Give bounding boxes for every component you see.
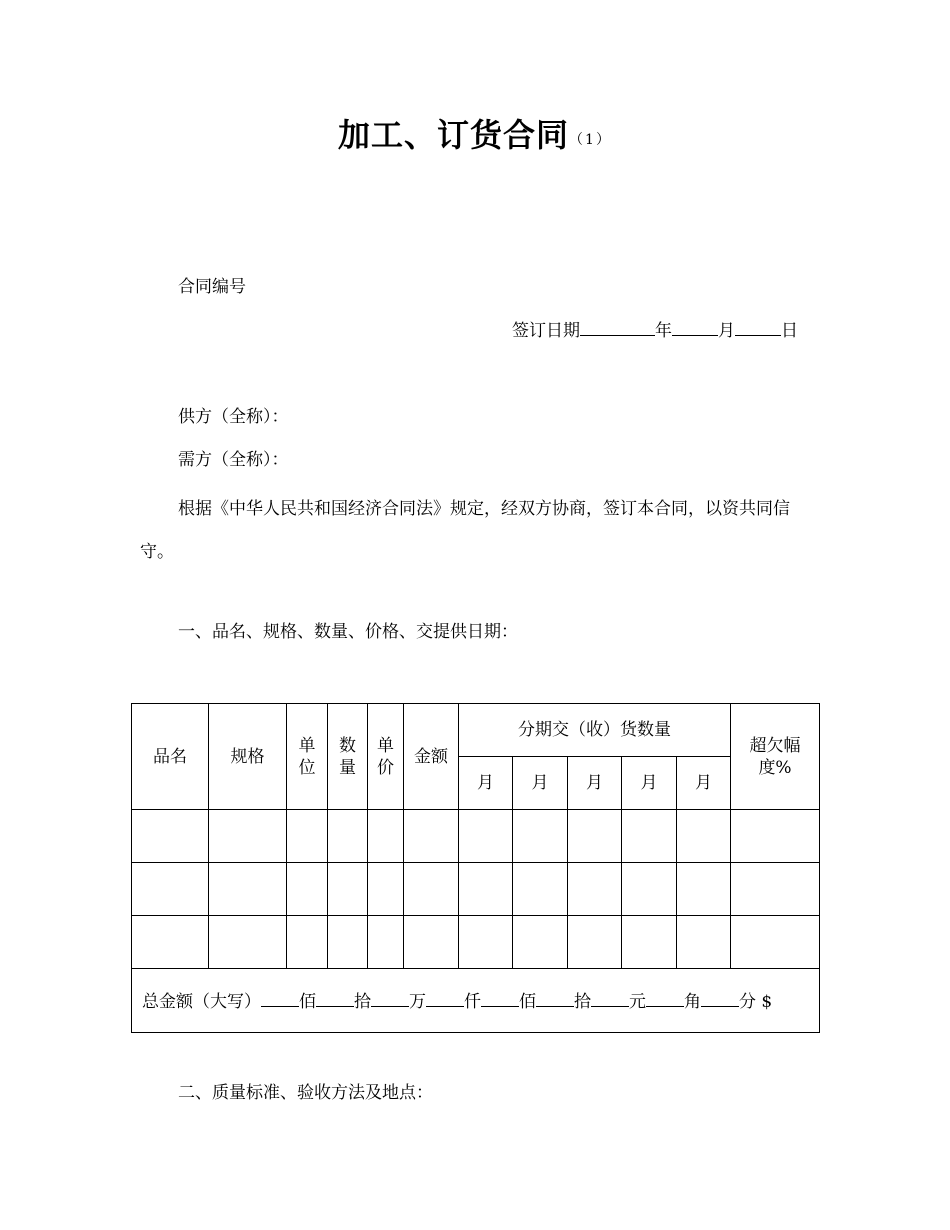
table-cell[interactable] <box>731 863 820 916</box>
table-cell[interactable] <box>368 916 404 969</box>
header-tolerance-text: 超欠幅度% <box>749 735 801 778</box>
table-cell[interactable] <box>622 916 677 969</box>
header-month-5: 月 <box>677 757 731 810</box>
header-month-4: 月 <box>622 757 677 810</box>
contract-number-label: 合同编号 <box>178 277 246 297</box>
table-cell[interactable] <box>328 863 368 916</box>
sign-date-month-label: 月 <box>718 321 735 341</box>
total-unit-1: 佰 <box>299 992 316 1012</box>
total-unit-7: 元 <box>629 992 646 1012</box>
table-cell[interactable] <box>368 810 404 863</box>
title-text: 加工、订货合同 <box>338 116 570 154</box>
table-cell[interactable] <box>132 916 209 969</box>
header-month-2: 月 <box>513 757 568 810</box>
table-cell[interactable] <box>209 916 287 969</box>
table-row <box>132 810 820 863</box>
header-price <box>368 704 404 810</box>
header-name: 品名 <box>132 704 209 810</box>
table-cell[interactable] <box>568 863 622 916</box>
total-unit-6: 拾 <box>574 992 591 1012</box>
table-cell[interactable] <box>328 916 368 969</box>
total-currency: $ <box>761 992 773 1012</box>
table-cell[interactable] <box>677 863 731 916</box>
table-cell[interactable] <box>287 810 328 863</box>
table-header-row <box>132 704 820 757</box>
total-unit-5: 佰 <box>519 992 536 1012</box>
contract-title <box>0 112 950 163</box>
total-amount-label: 总金额（大写） <box>142 992 261 1012</box>
total-blank-5[interactable] <box>481 988 519 1007</box>
preamble-paragraph: 根据《中华人民共和国经济合同法》规定，经双方协商，签订本合同，以资共同信守。 <box>140 499 790 562</box>
section-2-heading: 二、质量标准、验收方法及地点： <box>178 1083 433 1103</box>
header-unit-text: 单位 <box>298 735 316 778</box>
total-blank-3[interactable] <box>371 988 409 1007</box>
header-spec: 规格 <box>209 704 287 810</box>
table-row <box>132 863 820 916</box>
table-cell[interactable] <box>209 810 287 863</box>
sign-date-line <box>512 317 798 343</box>
table-cell[interactable] <box>459 863 513 916</box>
total-blank-9[interactable] <box>701 988 739 1007</box>
total-blank-4[interactable] <box>426 988 464 1007</box>
table-total-row <box>132 969 820 1033</box>
table-cell[interactable] <box>513 916 568 969</box>
total-unit-3: 万 <box>409 992 426 1012</box>
table-cell[interactable] <box>132 810 209 863</box>
goods-table <box>131 703 820 1033</box>
header-price-text: 单价 <box>377 735 394 778</box>
sign-date-label: 签订日期 <box>512 321 580 341</box>
table-cell[interactable] <box>459 916 513 969</box>
total-blank-8[interactable] <box>646 988 684 1007</box>
table-cell[interactable] <box>328 810 368 863</box>
header-qty-text: 数量 <box>339 735 356 778</box>
sign-date-day-blank[interactable] <box>735 317 781 336</box>
table-cell[interactable] <box>404 863 459 916</box>
table-cell[interactable] <box>622 863 677 916</box>
table-row <box>132 916 820 969</box>
header-month-1: 月 <box>459 757 513 810</box>
header-unit <box>287 704 328 810</box>
table-cell[interactable] <box>568 916 622 969</box>
table-cell[interactable] <box>132 863 209 916</box>
total-amount-cell <box>132 969 820 1033</box>
title-suffix: （1） <box>569 132 612 148</box>
section-1-heading: 一、品名、规格、数量、价格、交提供日期： <box>178 622 518 642</box>
total-unit-2: 拾 <box>354 992 371 1012</box>
sign-date-year-label: 年 <box>655 321 672 341</box>
table-cell[interactable] <box>287 863 328 916</box>
sign-date-year-blank[interactable] <box>580 317 655 336</box>
total-blank-1[interactable] <box>261 988 299 1007</box>
table-cell[interactable] <box>459 810 513 863</box>
table-cell[interactable] <box>404 810 459 863</box>
header-qty <box>328 704 368 810</box>
table-cell[interactable] <box>209 863 287 916</box>
buyer-label: 需方（全称）： <box>178 450 289 470</box>
sign-date-month-blank[interactable] <box>672 317 718 336</box>
table-cell[interactable] <box>731 916 820 969</box>
table-cell[interactable] <box>513 810 568 863</box>
header-amount: 金额 <box>404 704 459 810</box>
total-unit-9: 分 <box>739 992 756 1012</box>
table-cell[interactable] <box>404 916 459 969</box>
table-cell[interactable] <box>513 863 568 916</box>
total-blank-2[interactable] <box>316 988 354 1007</box>
total-unit-4: 仟 <box>464 992 481 1012</box>
table-cell[interactable] <box>287 916 328 969</box>
total-blank-7[interactable] <box>591 988 629 1007</box>
supplier-label: 供方（全称）： <box>178 407 289 427</box>
table-cell[interactable] <box>368 863 404 916</box>
header-month-3: 月 <box>568 757 622 810</box>
total-unit-8: 角 <box>684 992 701 1012</box>
sign-date-day-label: 日 <box>781 321 798 341</box>
total-blank-6[interactable] <box>536 988 574 1007</box>
table-cell[interactable] <box>622 810 677 863</box>
table-cell[interactable] <box>677 916 731 969</box>
header-installment: 分期交（收）货数量 <box>459 704 731 757</box>
header-tolerance <box>731 704 820 810</box>
table-cell[interactable] <box>568 810 622 863</box>
table-cell[interactable] <box>677 810 731 863</box>
table-cell[interactable] <box>731 810 820 863</box>
